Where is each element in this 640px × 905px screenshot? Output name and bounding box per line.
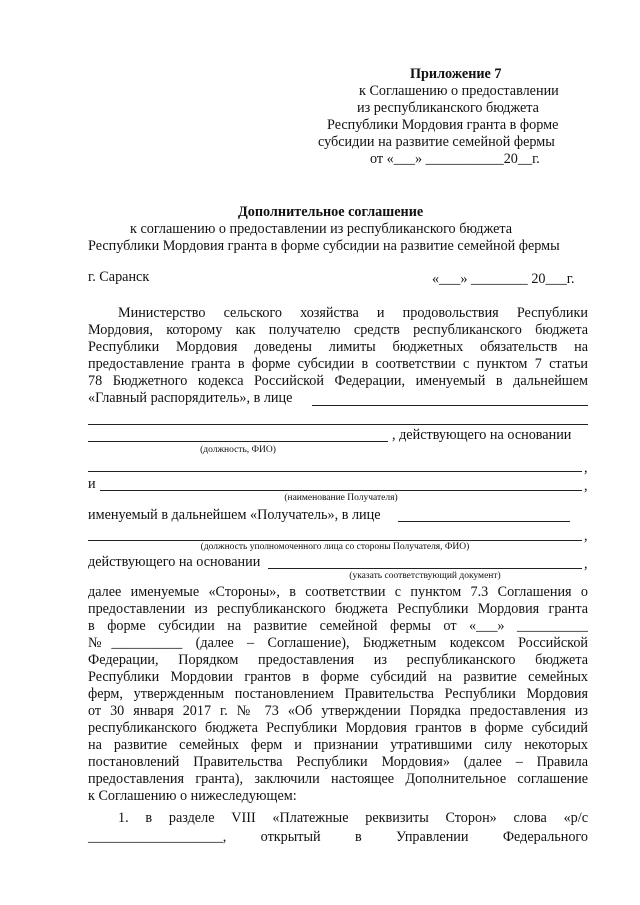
- caption-document: (указать соответствующий документ): [349, 571, 501, 581]
- body-line: предоставлении из республиканского бюджета Республики Мордовия гранта: [88, 601, 588, 617]
- recipient-named-text: именуемый в дальнейшем «Получатель», в лице: [88, 507, 381, 523]
- item-1-line: ___________________, открытый в Управлении Федерального: [88, 829, 588, 845]
- caption-authorized: (должность уполномоченного лица со стороны Получателя, ФИО): [200, 542, 470, 552]
- body-line: Республики Мордовии грантов в форме субсидий на развитие семейных: [88, 669, 588, 685]
- comma: ,: [584, 460, 588, 476]
- body-line: Федерации, Порядком предоставления из республиканского бюджета: [88, 652, 588, 668]
- body-line: ферм, утвержденным постановлением Правительства Республики Мордовия: [88, 686, 588, 702]
- agreement-date: «___» ________ 20___г.: [432, 271, 575, 287]
- body-line: предоставления гранта), заключили настоящее Дополнительное соглашение: [88, 771, 588, 787]
- comma: ,: [584, 556, 588, 572]
- caption-position: (должность, ФИО): [200, 445, 276, 455]
- document-subtitle: Республики Мордовия гранта в форме субсидии на развитие семейной фермы: [88, 238, 560, 254]
- acting-basis-text: действующего на основании: [88, 554, 261, 570]
- body-line: на развитие семейных ферм и признании утратившими силу некоторых: [88, 737, 588, 753]
- appendix-line: из республиканского бюджета: [357, 100, 539, 116]
- basis-blank: [88, 471, 582, 472]
- intro-line: Мордовия, которому как получателю средств республиканского бюджета: [88, 322, 588, 338]
- body-line: от 30 января 2017 г. № 73 «Об утверждении Порядка предоставления из: [88, 703, 588, 719]
- intro-line: Министерство сельского хозяйства и продовольствия Республики: [118, 305, 588, 321]
- intro-line: 78 Бюджетного кодекса Российской Федерации, именуемый в дальнейшем: [88, 373, 588, 389]
- document-subtitle: к соглашению о предоставлении из республиканского бюджета: [130, 221, 513, 237]
- item-1-line: 1. в разделе VIII «Платежные реквизиты Сторон» слова «р/с: [118, 810, 588, 826]
- acting-basis-text: , действующего на основании: [392, 427, 572, 443]
- caption-recipient: (наименование Получателя): [284, 493, 398, 503]
- body-line: к Соглашению о нижеследующем:: [88, 788, 297, 804]
- position-blank: [88, 441, 388, 442]
- body-line: в форме субсидии на развитие семейной фермы от «___» __________: [88, 618, 588, 634]
- body-line: постановлений Правительства Республики Мордовия» (далее – Правила: [88, 754, 588, 770]
- appendix-date-line: от «___» ___________20__г.: [370, 151, 540, 167]
- recipient-blank: [100, 490, 582, 491]
- authorized-blank: [398, 521, 570, 522]
- appendix-line: Республики Мордовия гранта в форме: [327, 117, 559, 133]
- appendix-line: к Соглашению о предоставлении: [359, 83, 559, 99]
- intro-line: «Главный распорядитель», в лице: [88, 390, 293, 406]
- comma: ,: [584, 528, 588, 544]
- body-line: далее именуемые «Стороны», в соответствии с пунктом 7.3 Соглашения о: [88, 584, 588, 600]
- place-label: г. Саранск: [88, 269, 150, 285]
- signatory-blank: [312, 405, 588, 406]
- intro-line: Республики Мордовия доведены лимиты бюджетных обязательств на: [88, 339, 588, 355]
- appendix-line: субсидии на развитие семейной фермы: [318, 134, 555, 150]
- intro-line: предоставление гранта в форме субсидии в соответствии с пунктом 7 статьи: [88, 356, 588, 372]
- body-line: №__________ (далее – Соглашение), Бюджетным кодексом Российской: [88, 635, 588, 651]
- document-blank: [268, 568, 582, 569]
- and-label: и: [88, 476, 96, 492]
- comma: ,: [584, 478, 588, 494]
- appendix-title: Приложение 7: [410, 66, 502, 82]
- body-line: республиканского бюджета Республики Мордовия грантов в форме субсидий: [88, 720, 588, 736]
- authorized-blank: [88, 540, 582, 541]
- signatory-blank: [88, 424, 588, 425]
- document-title: Дополнительное соглашение: [238, 204, 424, 220]
